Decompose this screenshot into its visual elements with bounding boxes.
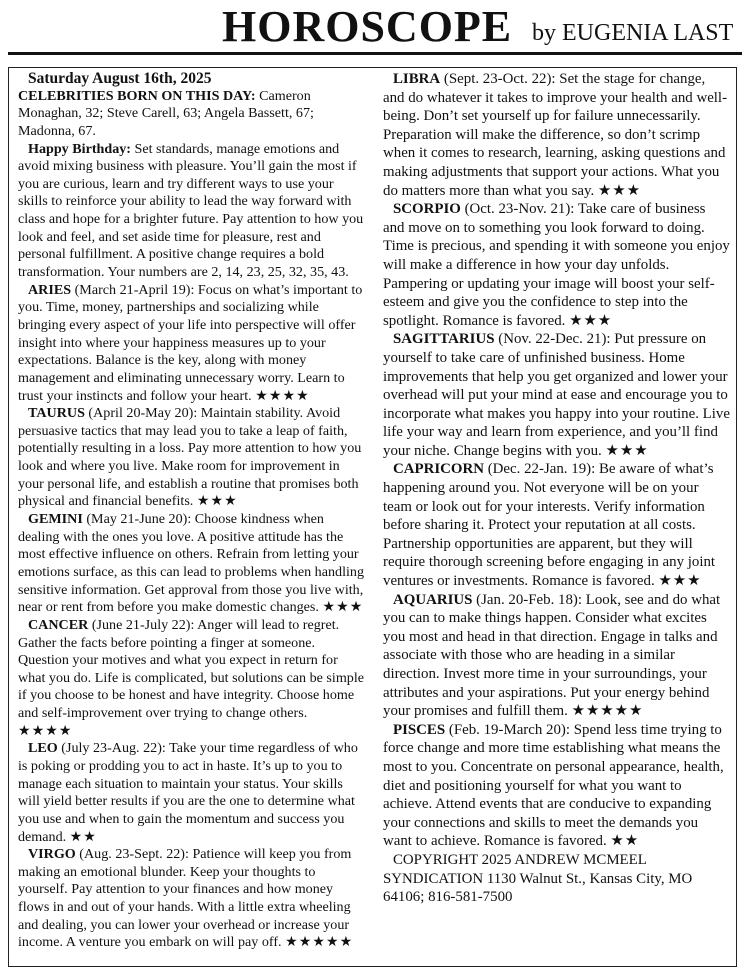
sign-text: Focus on what’s important to you. Time, money, partnerships and socializing while bringing every aspect of your life into perspective will offer insight into where your happiness measures up to your expectations. Balance is the key, along with money management and eliminating unnecessary worry. Learn to trust your instincts and follow your heart. [18, 281, 363, 404]
sign-name: GEMINI [28, 511, 83, 528]
star-rating-icon: ★★★★ [18, 722, 73, 739]
sign-dates: (April 20-May 20): [84, 405, 201, 422]
birthday-label: Happy Birthday: [28, 140, 131, 157]
sign-aries [18, 282, 365, 405]
sign-name: CANCER [28, 616, 89, 633]
masthead-rule [8, 52, 742, 55]
sign-name: PISCES [393, 721, 446, 738]
sign-name: LEO [28, 740, 58, 757]
sign-text: Maintain stability. Avoid persuasive tactics that may lead you to take a leap of faith, potentially resulting in a loss. Pay more attention to how you look and where you live. Make room for improvement in your personal life, and establish a routine that promises both physical and financial benefits. [18, 405, 362, 510]
sign-dates: (Oct. 23-Nov. 21): [460, 201, 578, 218]
left-column [18, 70, 365, 952]
sign-libra [383, 70, 730, 200]
star-rating-icon: ★★★ [196, 493, 238, 510]
sign-text: Patience will keep you from making an emotional blunder. Keep your thoughts to yourself. Pay attention to your finances and how money flows in and out of your hands. With a little extra wheeling and dealing, you can lower your overhead or increase your income. A venture you embark on will pay off. [18, 846, 352, 951]
star-rating-icon: ★★★★★ [285, 934, 354, 951]
star-rating-icon: ★★★ [569, 312, 613, 329]
celebrities-label: CELEBRITIES BORN ON THIS DAY: [18, 87, 256, 104]
sign-cancer [18, 617, 365, 740]
star-rating-icon: ★★★ [605, 442, 649, 459]
sign-name: SCORPIO [393, 201, 461, 218]
sign-name: TAURUS [28, 405, 85, 422]
issue-date: Saturday August 16th, 2025 [28, 70, 212, 87]
sign-text: Choose kindness when dealing with the ones you love. A positive attitude has the most effective influence on others. Refrain from letting your emotions surface, as this can lead to problems when handling sensitive information. Get approval from those you live with, near or rent from before you make domestic changes. [18, 511, 364, 616]
sign-dates: (Sept. 23-Oct. 22): [440, 71, 560, 87]
star-rating-icon: ★★ [69, 828, 97, 845]
sign-text: Anger will lead to regret. Gather the facts before pointing a finger at someone. Question your motives and what you expect in return for what you do. Life is complicated, but solutions can be simple if you choose to be honest and have integrity. Choose home and self-improvement over trying to change others. [18, 616, 365, 722]
celebrities-paragraph [18, 88, 365, 141]
right-column [383, 70, 730, 907]
star-rating-icon: ★★★ [322, 599, 364, 616]
sign-leo [18, 740, 365, 846]
masthead [0, 0, 750, 52]
sign-text: Take care of business and move on to something you look forward to doing. Time is precious, and spending it with someone you enjoy will make a difference in how your day unfolds. Pampering or updating your image will boost your self-esteem and give you the confidence to step into the spotlight. Romance is favored. [383, 201, 730, 329]
sign-dates: (March 21-April 19): [71, 281, 198, 298]
star-rating-icon: ★★★★ [255, 387, 310, 404]
sign-sagittarius [383, 330, 730, 460]
star-rating-icon: ★★ [610, 833, 640, 850]
star-rating-icon: ★★★ [597, 182, 641, 199]
birthday-text: Set standards, manage emotions and avoid mixing business with pleasure. You’ll gain the most if you are curious, learn and try different ways to use your skills to reinforce your ability to lead the way forward with class and hope for a brighter future. Pay attention to how you look and feel, and set aside time for pleasure, rest and personal fulfillment. A positive change requires a bold transformation. Your numbers are 2, 14, 23, 25, 32, 35, 43. [18, 140, 364, 281]
column-title: HOROSCOPE [222, 2, 513, 51]
sign-name: VIRGO [28, 846, 76, 863]
sign-taurus [18, 405, 365, 511]
star-rating-icon: ★★★★★ [571, 703, 644, 720]
copyright-notice: COPYRIGHT 2025 ANDREW MCMEEL SYNDICATION 1130 Walnut St., Kansas City, MO 64106; 816-581-7500 [383, 851, 693, 906]
celebrities-text: Cameron Monaghan, 32; Steve Carell, 63; Angela Bassett, 67; Madonna, 67. [18, 87, 314, 139]
sign-aquarius [383, 591, 730, 721]
sign-text: Look, see and do what you can to make things happen. Consider what excites you most and head in that direction. Engage in talks and associate with those who are heading in a similar direction. Invest more time in your surroundings, your attributes and your aspirations. Put your energy behind your promises and fulfill them. [383, 591, 721, 720]
sign-dates: (Nov. 22-Dec. 21): [494, 331, 615, 348]
sign-dates: (May 21-June 20): [82, 511, 195, 528]
star-rating-icon: ★★★ [658, 573, 702, 590]
sign-text: Be aware of what’s happening around you. Not everyone will be on your team or look out for your interests. Verify information before sharing it. Protect your reputation at all costs. Partnership opportunities are apparent, but they will require thorough screening before engaging in any joint ventures or investments. Romance is favored. [383, 461, 716, 590]
sign-dates: (Dec. 22-Jan. 19): [484, 461, 599, 478]
sign-dates: (Jan. 20-Feb. 18): [472, 591, 586, 608]
sign-dates: (Feb. 19-March 20): [445, 721, 574, 738]
sign-gemini [18, 511, 365, 617]
sign-name: ARIES [28, 281, 72, 298]
sign-text: Spend less time trying to force change and more time establishing what means the most to you. Concentrate on personal appearance, health, diet and positioning yourself for what you want to achieve. Attend events that are conducive to expanding your connections and skills to meet the demands you want to achieve. Romance is favored. [383, 721, 724, 850]
sign-text: Take your time regardless of who is poking or prodding you to act in haste. It’s up to you to manage each situation to maintain your status. Your skills will yield better results if you are the one to determine what you use and when to gain the momentum and success you demand. [18, 740, 358, 845]
sign-scorpio [383, 200, 730, 330]
sign-pisces [383, 721, 730, 851]
sign-name: AQUARIUS [393, 591, 473, 608]
sign-virgo [18, 846, 365, 952]
birthday-paragraph [18, 141, 365, 282]
sign-name: SAGITTARIUS [393, 331, 495, 348]
sign-capricorn [383, 460, 730, 590]
sign-dates: (July 23-Aug. 22): [57, 740, 170, 757]
sign-name: CAPRICORN [393, 461, 484, 478]
sign-text: Put pressure on yourself to take care of unfinished business. Home improvements that help you get organized and lower your overhead will put your mind at ease and encourage you to incorporate what makes you happy into your routine. Live life your way and learn from experience, and you’ll find your niche. Change begins with you. [383, 331, 730, 459]
sign-dates: (June 21-July 22): [88, 616, 198, 633]
sign-text: Set the stage for change, and do whatever it takes to improve your health and well-being. Don’t set yourself up for failure unnecessarily. Preparation will make the difference, so don’t scrimp when it comes to research, learning, asking questions and making adjustments that support your actions. What you do matters more than what you say. [383, 71, 728, 199]
byline: by EUGENIA LAST [532, 20, 734, 46]
sign-dates: (Aug. 23-Sept. 22): [75, 846, 193, 863]
sign-name: LIBRA [393, 71, 441, 87]
